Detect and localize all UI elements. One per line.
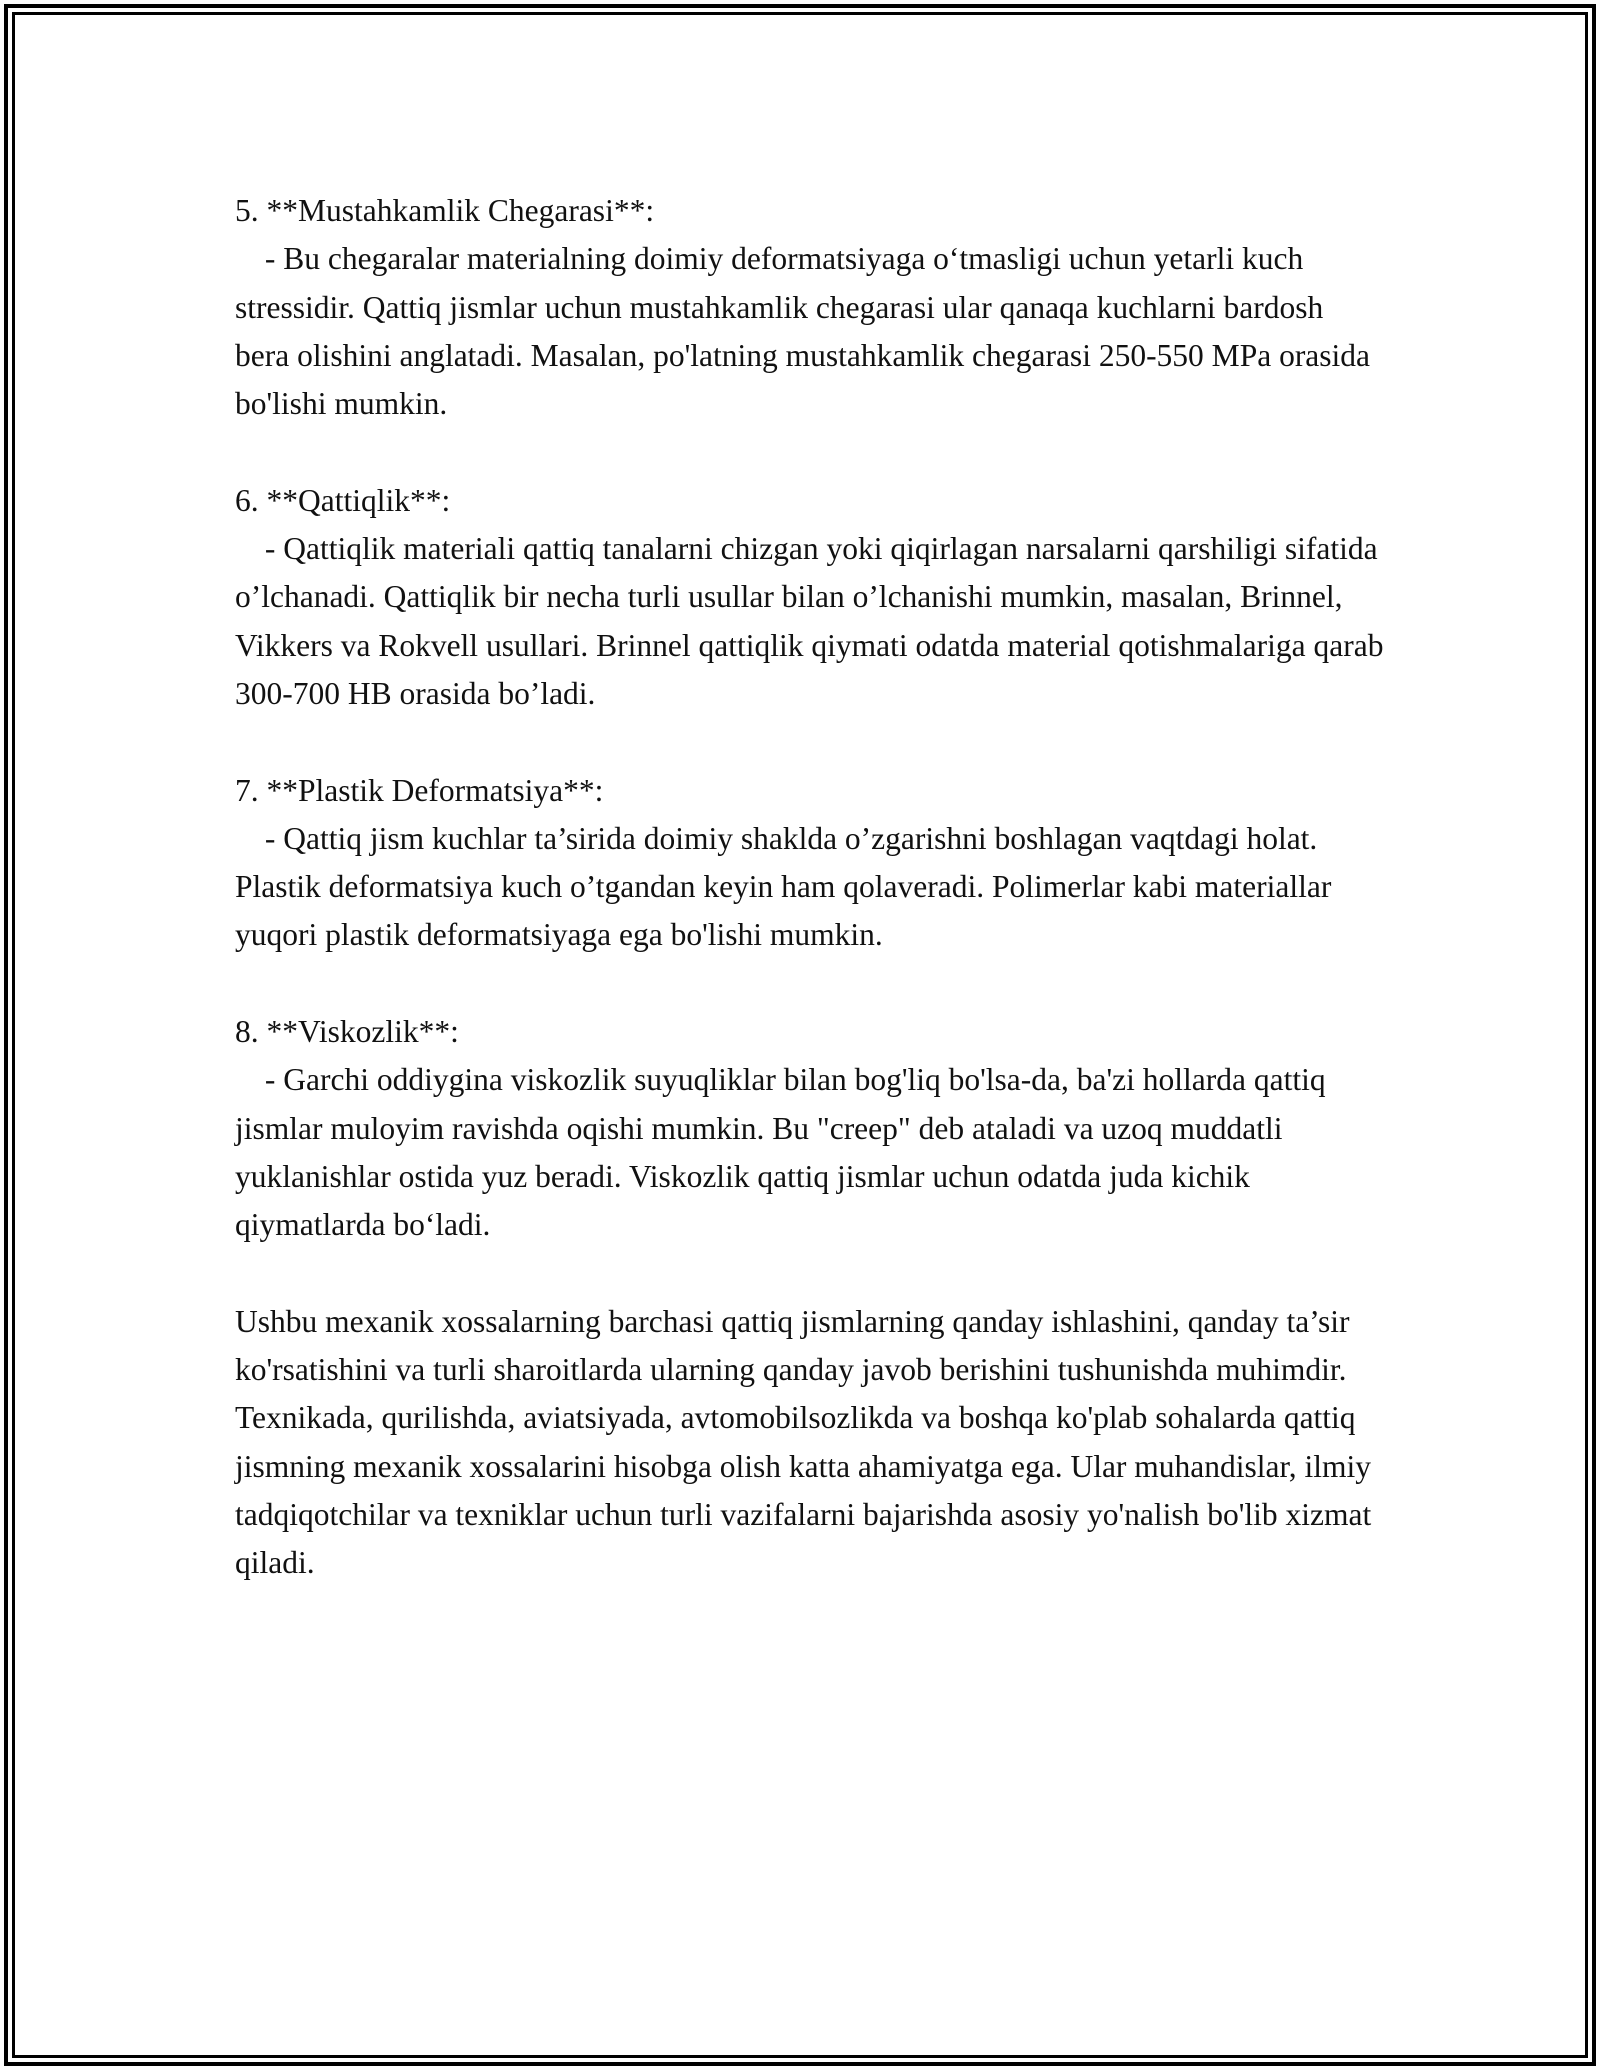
section-body: - Bu chegaralar materialning doimiy deformatsiyaga o‘tmasligi uchun yetarli kuch stressidir. Qattiq jismlar uchun mustahkamlik chegarasi ular qanaqa kuchlarni bardosh bera olishini anglatadi. Masalan, po'latning mustahkamlik chegarasi 250-550 MPa orasida bo'lishi mumkin. — [235, 241, 1371, 422]
section-mustahkamlik-chegarasi — [235, 187, 1385, 428]
section-viskozlik — [235, 1008, 1385, 1249]
section-title: 6. **Qattiqlik**: — [235, 482, 451, 518]
section-title: 5. **Mustahkamlik Chegarasi**: — [235, 193, 655, 228]
section-body: - Qattiqlik materiali qattiq tanalarni chizgan yoki qiqirlagan narsalarni qarshiligi sifatida o’lchanadi. Qattiqlik bir necha turli usullar bilan o’lchanishi mumkin, masalan, Brinnel, Vikkers va Rokvell usullari. Brinnel qattiqlik qiymati odatda material qotishmalariga qarab 300-700 HB orasida bo’ladi. — [235, 531, 1384, 711]
section-title: 7. **Plastik Deformatsiya**: — [235, 772, 604, 808]
document-content — [235, 187, 1385, 1588]
section-qattiqlik — [235, 477, 1385, 718]
conclusion-paragraph: Ushbu mexanik xossalarning barchasi qattiq jismlarning qanday ishlashini, qanday ta’sir ko'rsatishini va turli sharoitlarda ularning qanday javob berishini tushunishda muhimdir. Texnikada, qurilishda, aviatsiyada, avtomobilsozlikda va boshqa ko'plab sohalarda qattiq jismning mexanik xossalarini hisobga olish katta ahamiyatga ega. Ular muhandislar, ilmiy tadqiqotchilar va texniklar uchun turli vazifalarni bajarishda asosiy yo'nalish bo'lib xizmat qiladi. — [235, 1303, 1372, 1581]
section-body: - Garchi oddiygina viskozlik suyuqliklar bilan bog'liq bo'lsa-da, ba'zi hollarda qattiq jismlar muloyim ravishda oqishi mumkin. Bu "creep" deb ataladi va uzoq muddatli yuklanishlar ostida yuz beradi. Viskozlik qattiq jismlar uchun odatda juda kichik qiymatlarda bo‘ladi. — [235, 1062, 1326, 1243]
section-plastik-deformatsiya — [235, 767, 1385, 960]
section-title: 8. **Viskozlik**: — [235, 1014, 459, 1050]
section-body: - Qattiq jism kuchlar ta’sirida doimiy shaklda o’zgarishni boshlagan vaqtdagi holat. Plastik deformatsiya kuch o’tgandan keyin ham qolaveradi. Polimerlar kabi materiallar yuqori plastik deformatsiyaga ega bo'lishi mumkin. — [235, 820, 1332, 953]
